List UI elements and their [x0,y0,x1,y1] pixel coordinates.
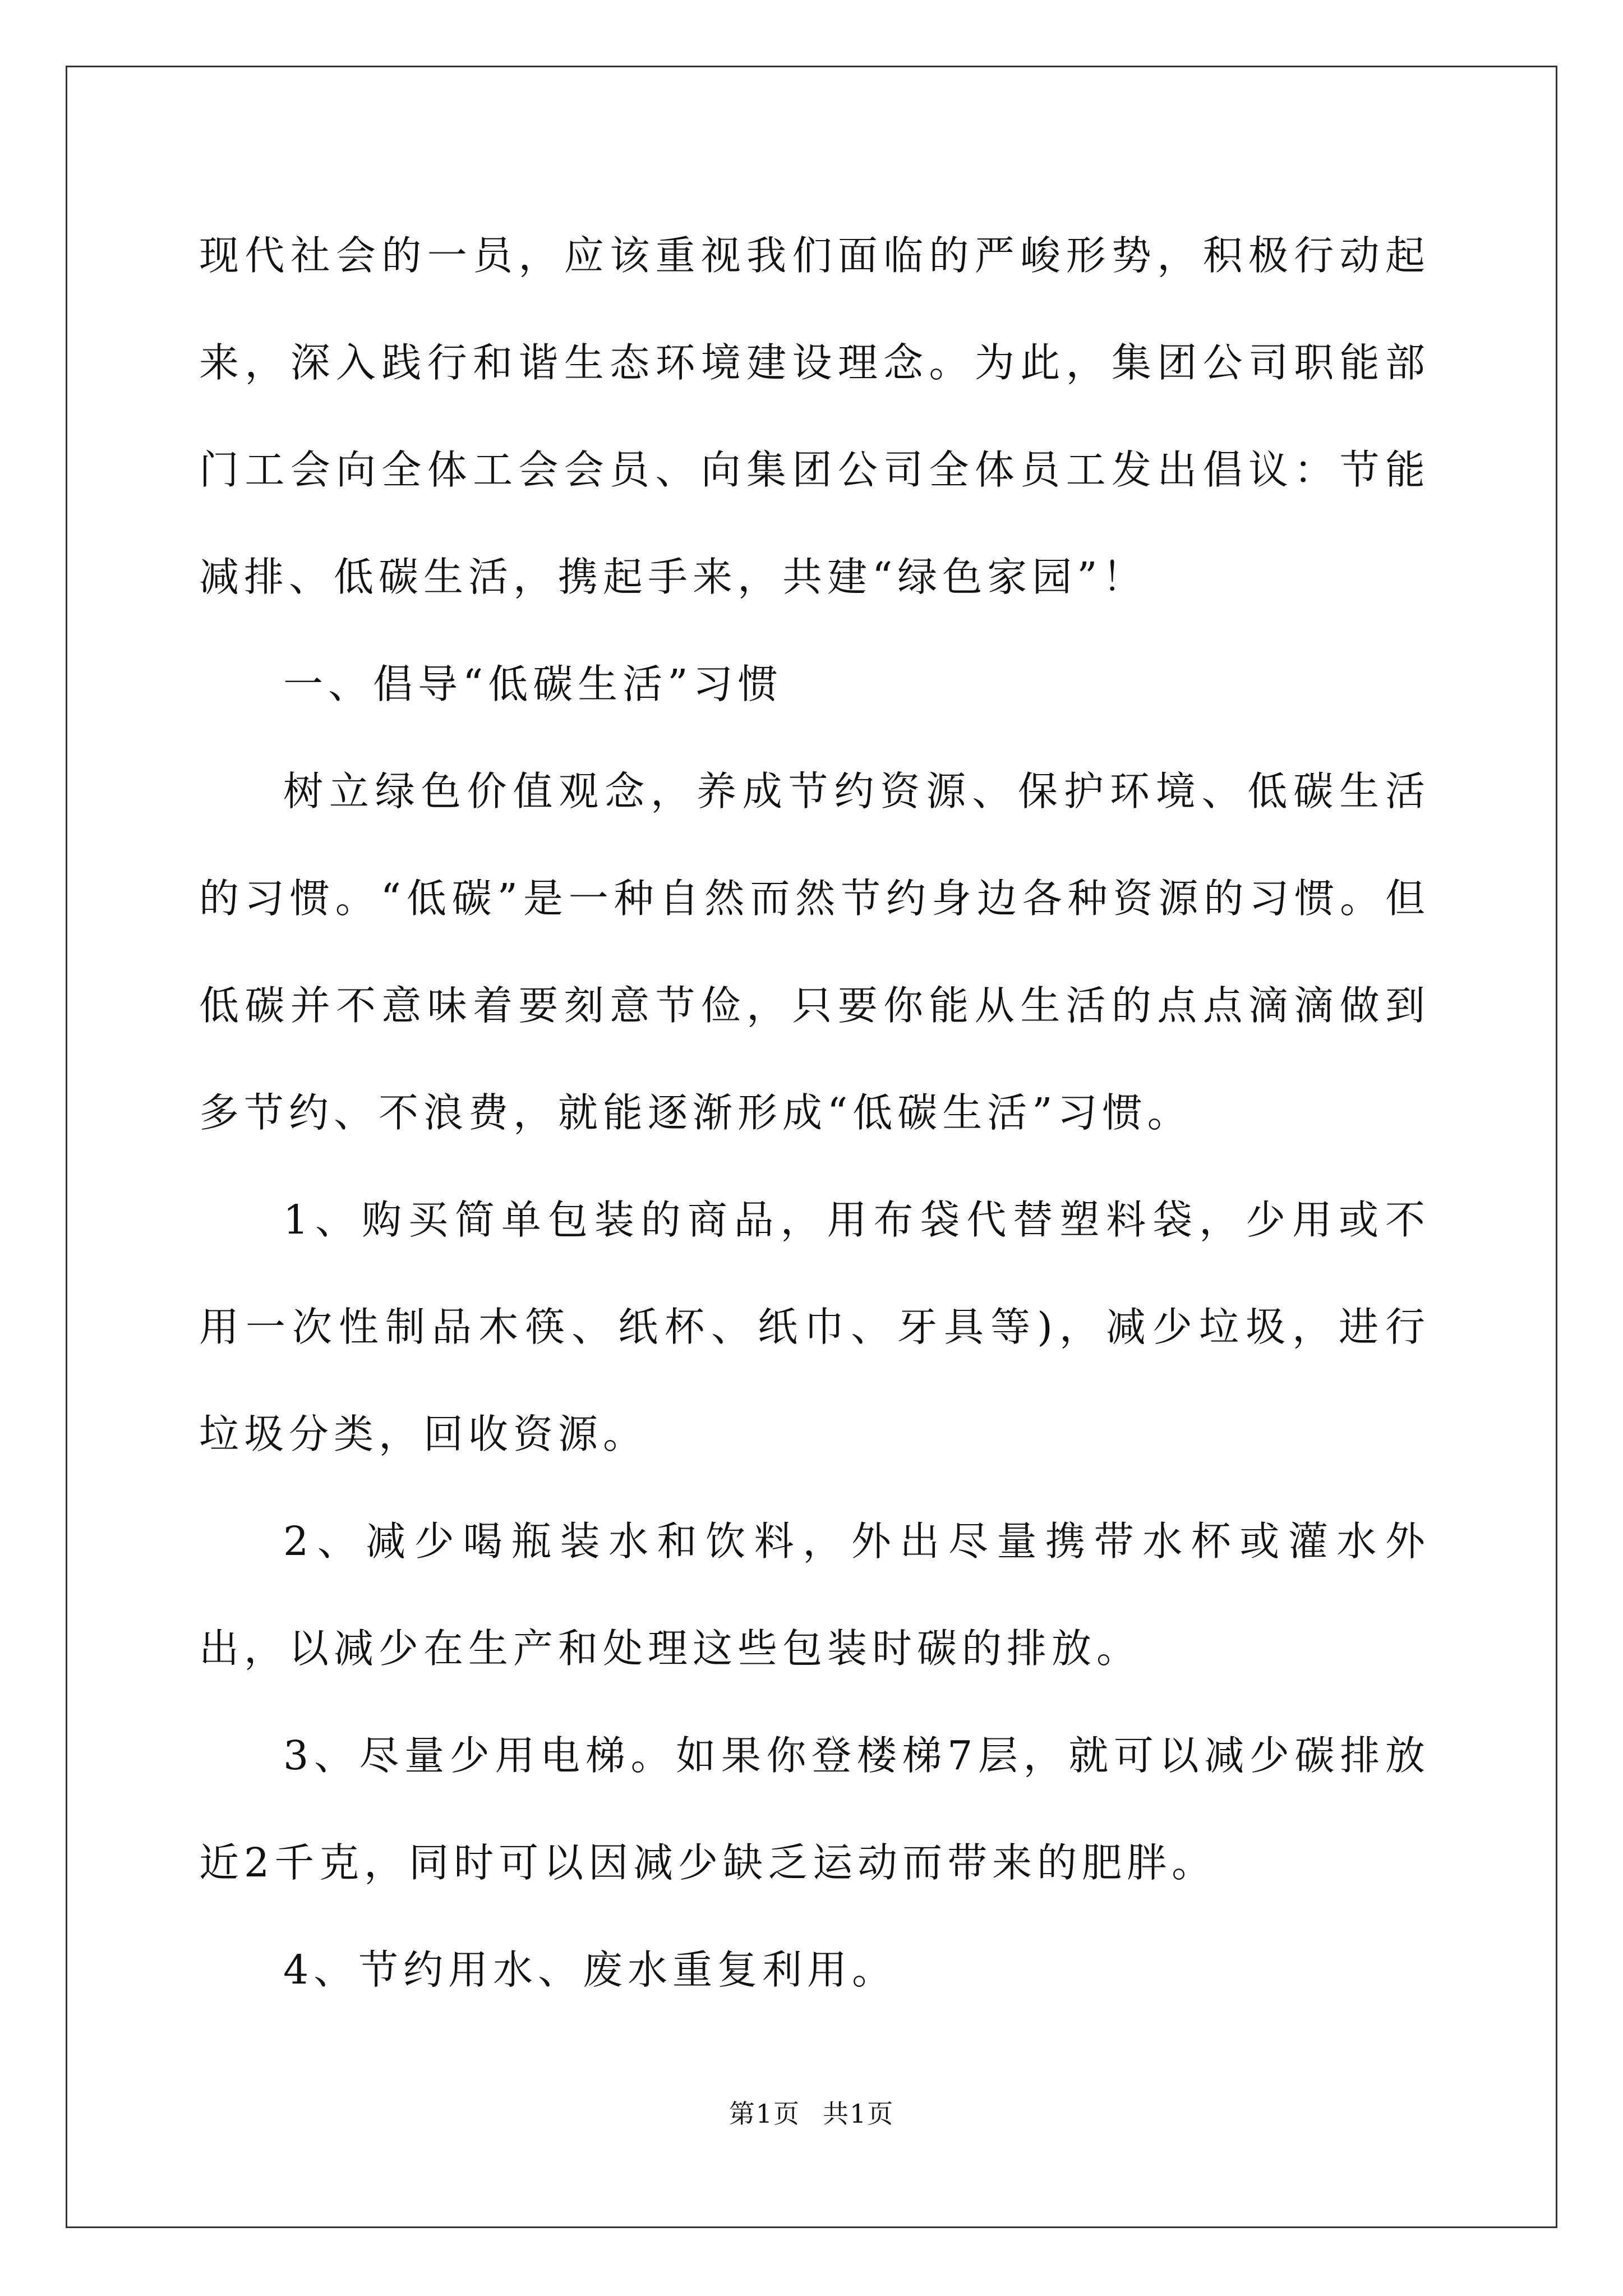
list-item-4-save-water: 4、节约用水、废水重复利用。 [283,1947,897,1993]
list-item-3-elevator: 3、尽量少用电梯。如果你登楼梯7层，就可以减少碳排放近2千克，同时可以因减少缺乏运动而带来的肥胖。 [199,1732,1430,1886]
list-item-2-bottled-water: 2、减少喝瓶装水和饮料，外出尽量携带水杯或灌水外出，以减少在生产和处理这些包装时碳的排放。 [199,1518,1430,1672]
page-number-current: 第1页 [728,2099,800,2129]
section-heading-low-carbon-habit: 一、倡导“低碳生活”习惯 [283,661,783,707]
page-number-total: 共1页 [823,2099,895,2129]
list-item-1-simple-packaging: 1、购买简单包装的商品，用布袋代替塑料袋，少用或不用一次性制品木筷、纸杯、纸巾、牙具等)，减少垃圾，进行垃圾分类，回收资源。 [199,1197,1430,1457]
paragraph-intro: 现代社会的一员，应该重视我们面临的严峻形势，积极行动起来，深入践行和谐生态环境建设理念。为此，集团公司职能部门工会向全体工会会员、向集团公司全体员工发出倡议：节能减排、低碳生活，携起手来，共建“绿色家园”！ [199,232,1430,600]
page-footer [0,2097,1623,2131]
document-body [199,202,1430,2023]
paragraph-green-values: 树立绿色价值观念，养成节约资源、保护环境、低碳生活的习惯。“低碳”是一种自然而然节约身边各种资源的习惯。但低碳并不意味着要刻意节俭，只要你能从生活的点点滴滴做到多节约、不浪费，就能逐渐形成“低碳生活”习惯。 [199,768,1430,1136]
